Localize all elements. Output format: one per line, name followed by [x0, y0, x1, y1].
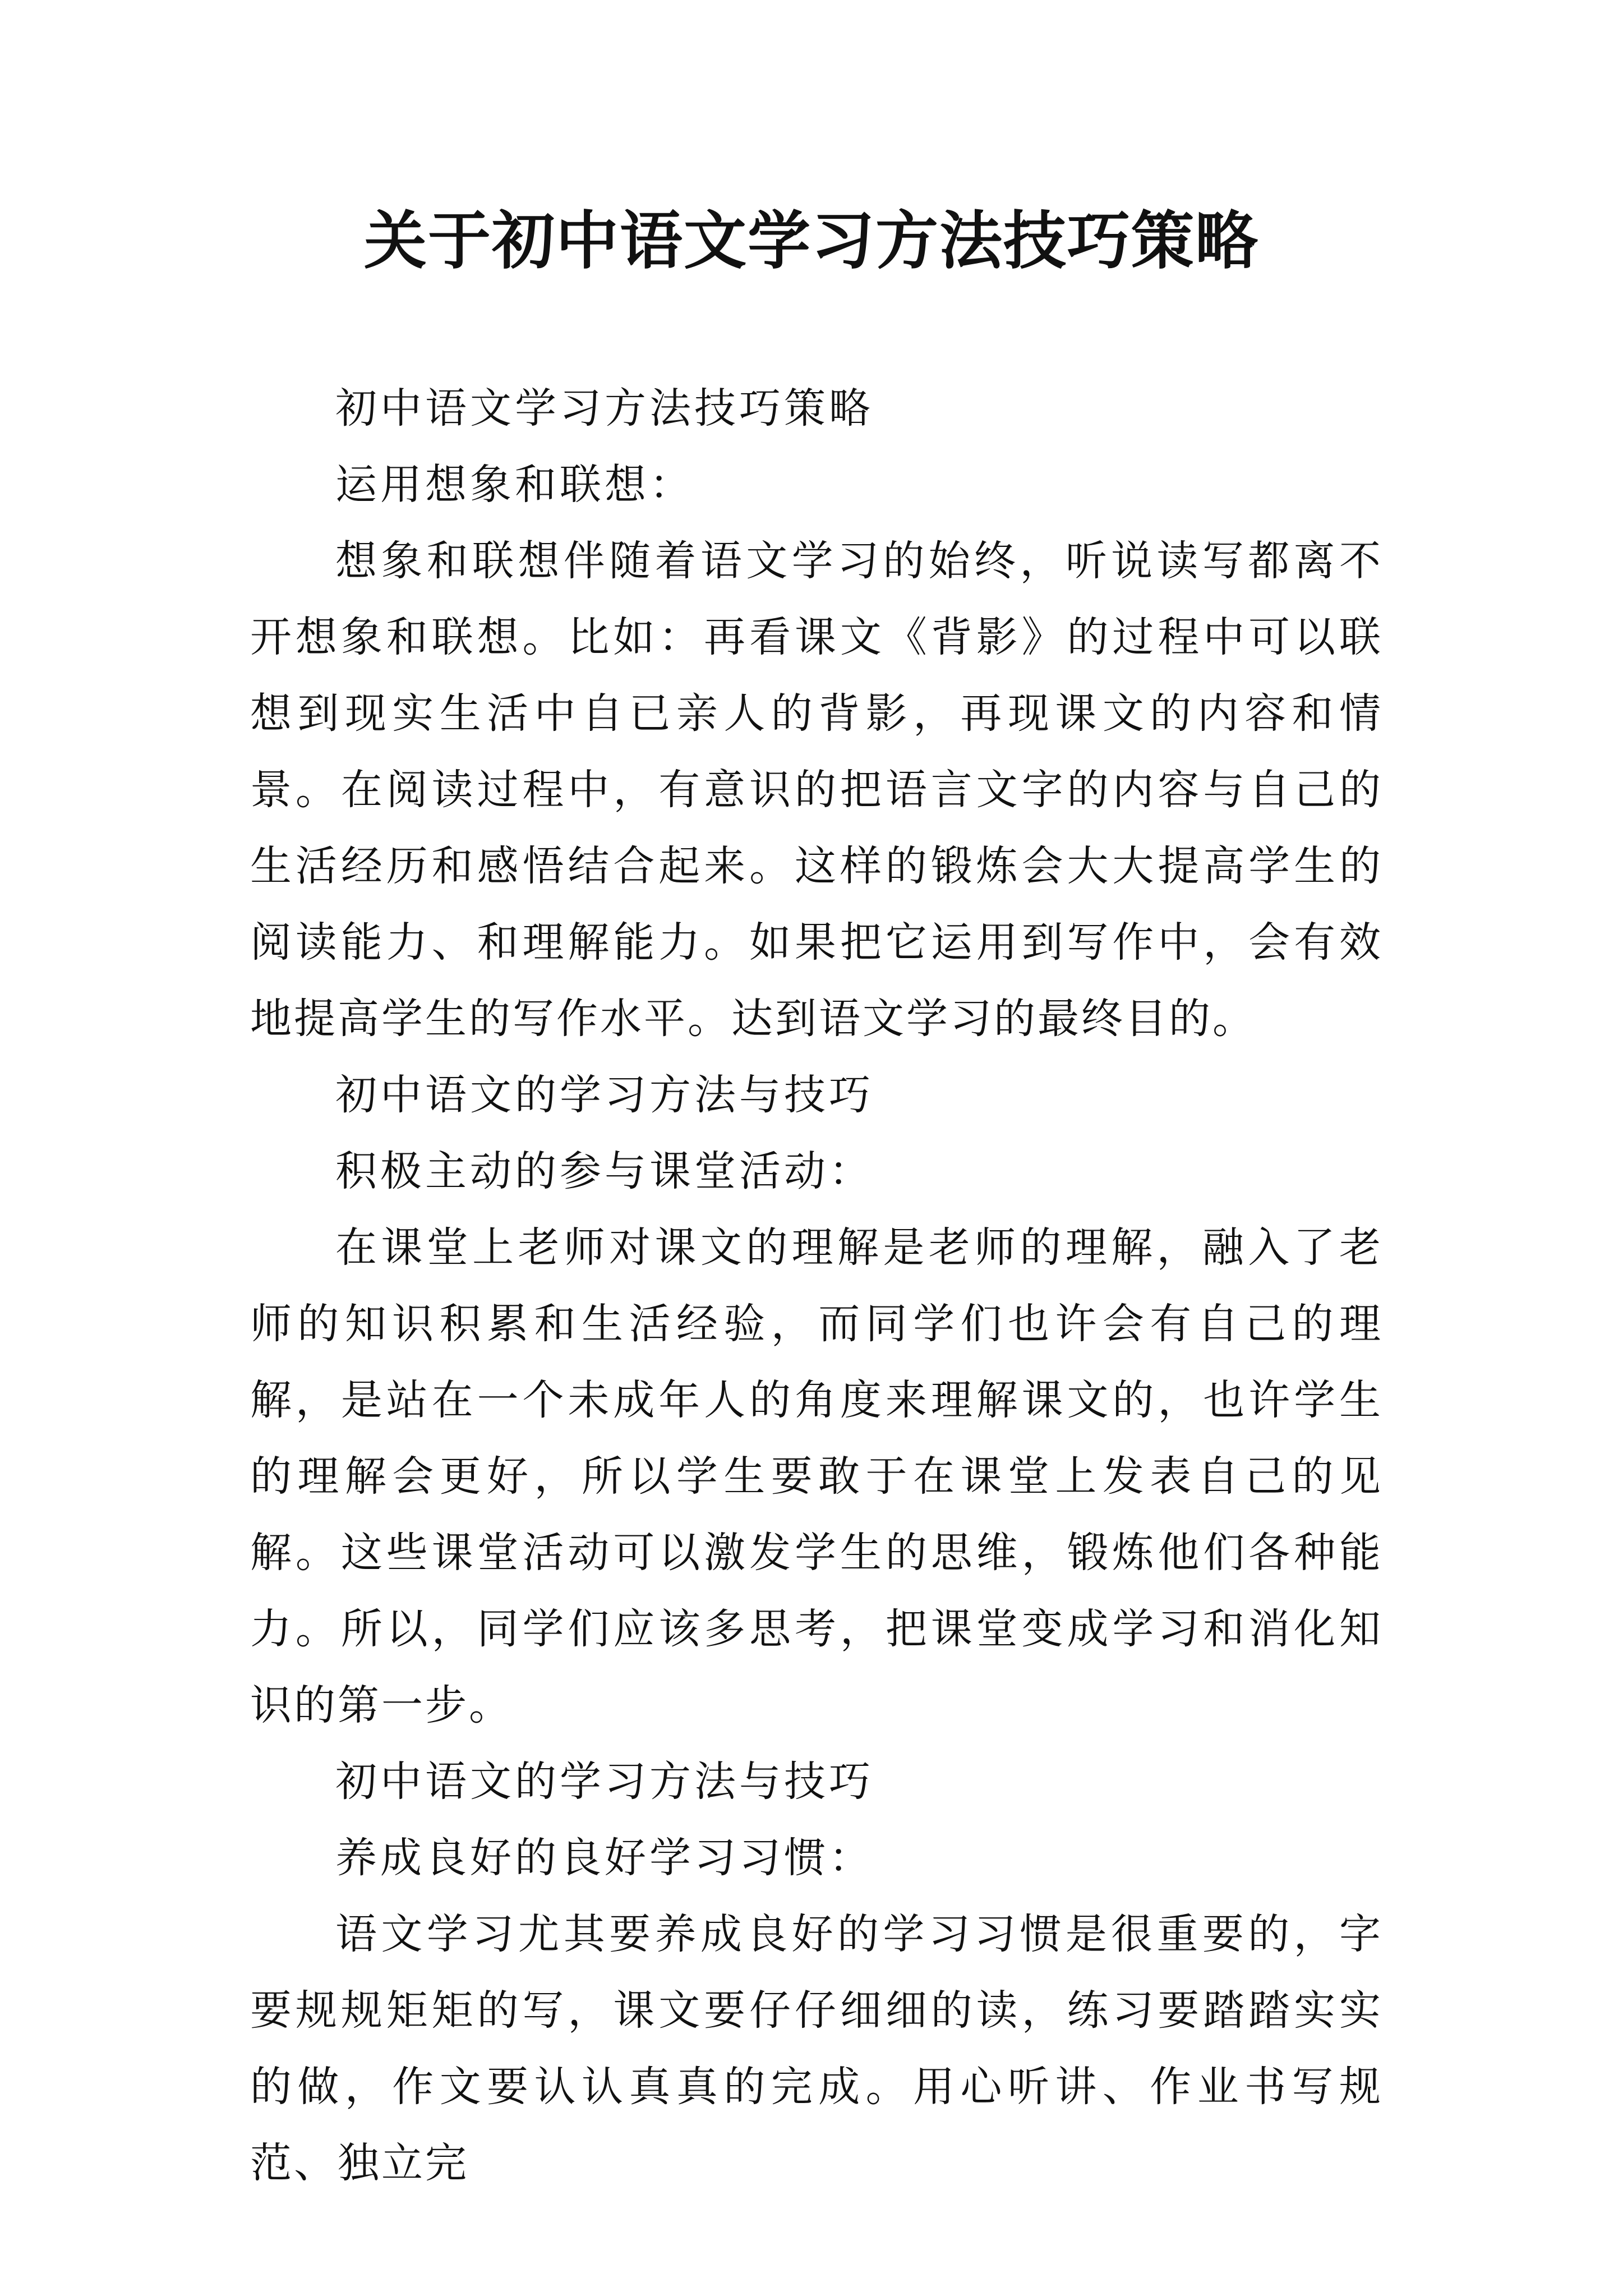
paragraph: 在课堂上老师对课文的理解是老师的理解，融入了老师的知识积累和生活经验，而同学们也许会有自己的理解，是站在一个未成年人的角度来理解课文的，也许学生的理解会更好，所以学生要敢于在课堂上发表自己的见解。这些课堂活动可以激发学生的思维，锻炼他们各种能力。所以，同学们应该多思考，把课堂变成学习和消化知识的第一步。 — [250, 1223, 1383, 1729]
paragraph: 想象和联想伴随着语文学习的始终，听说读写都离不开想象和联想。比如：再看课文《背影》的过程中可以联想到现实生活中自已亲人的背影，再现课文的内容和情景。在阅读过程中，有意识的把语言文字的内容与自己的生活经历和感悟结合起来。这样的锻炼会大大提高学生的阅读能力、和理解能力。如果把它运用到写作中，会有效地提高学生的写作水平。达到语文学习的最终目的。 — [250, 537, 1383, 1043]
subsection-heading: 养成良好的良好学习习惯： — [335, 1834, 874, 1882]
section-heading: 初中语文的学习方法与技巧 — [335, 1757, 874, 1806]
section-heading: 初中语文学习方法技巧策略 — [335, 384, 874, 432]
document-body — [250, 370, 1383, 2201]
subsection-heading: 运用想象和联想： — [335, 461, 694, 509]
section-heading: 初中语文的学习方法与技巧 — [335, 1071, 874, 1119]
document-title: 关于初中语文学习方法技巧策略 — [364, 204, 1259, 278]
subsection-heading: 积极主动的参与课堂活动： — [335, 1147, 874, 1195]
paragraph: 语文学习尤其要养成良好的学习习惯是很重要的，字要规规矩矩的写，课文要仔仔细细的读，练习要踏踏实实的做，作文要认认真真的完成。用心听讲、作业书写规范、独立完 — [250, 1910, 1383, 2187]
